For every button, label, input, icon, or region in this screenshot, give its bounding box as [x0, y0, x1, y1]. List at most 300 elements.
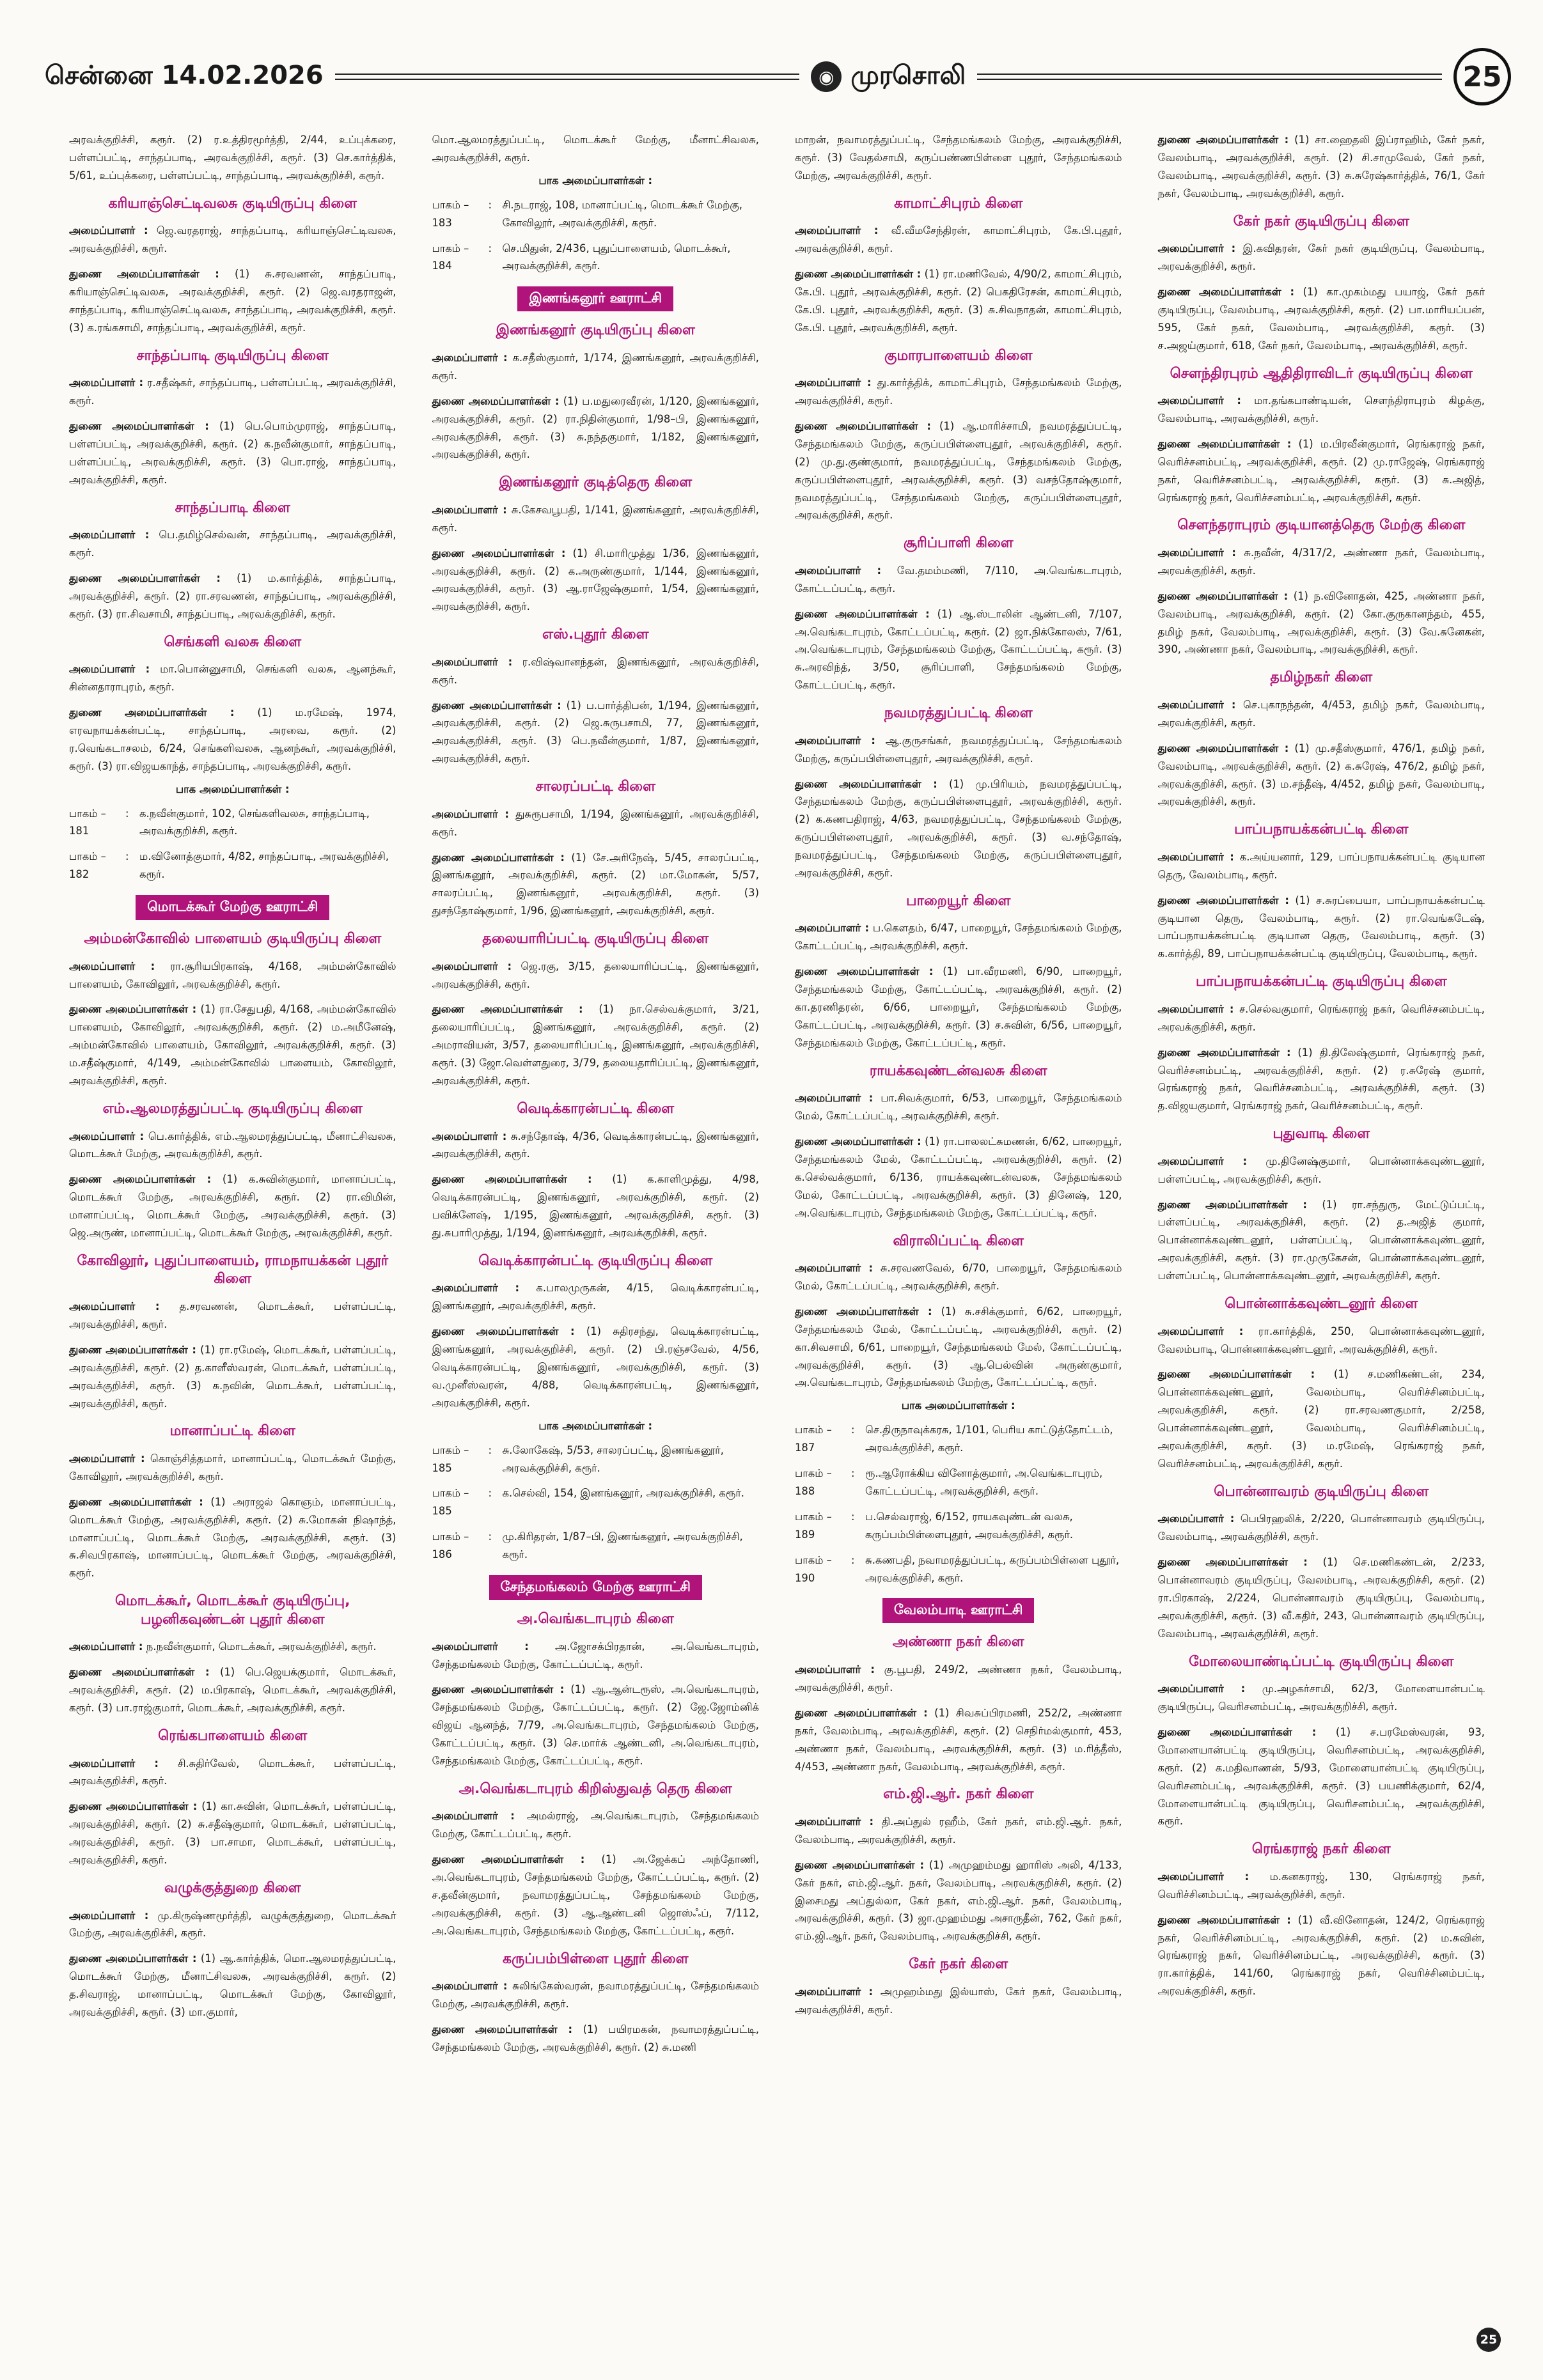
role-label: துணை அமைப்பாளர்கள் :: [432, 699, 561, 712]
booth-detail: க.செல்வி, 154, இணங்கனூர், அரவக்குறிச்சி, கரூர்.: [502, 1487, 744, 1500]
member-detail: (1) ஆ.ஆன்டரூஸ், அ.வெங்கடாபுரம், சேந்தமங்கலம் மேற்கு, கோட்டப்பட்டி, கரூர். (2) ஜே.ஜோம்னிக் விஜய் ஆனந்த், 7/79, அ.வெங்கடாபுரம், சேந்தமங்கலம் மேற்கு, கோட்டப்பட்டி, கரூர். (3) செ.மார்க் ஆண்டனி, அ.வெங்கடாபுரம், சேந்தமங்கலம் மேற்கு, கோட்டப்பட்டி, கரூர்.: [432, 1683, 759, 1767]
member-detail: பெபிரஹலிக், 2/220, பொன்னாவரம் குடியிருப்பு, வேலம்பாடி, அரவக்குறிச்சி, கரூர்.: [1157, 1513, 1485, 1543]
member-entry: [69, 704, 396, 775]
member-detail: (1) சு.சரவணன், சாந்தப்பாடி, கரியாஞ்செட்டிவலசு, அரவக்குறிச்சி, கரூர். (2) ஜெ.வரதராஜன், சாந்தப்பாடி, கரியாஞ்செட்டிவலசு, சாந்தப்பாடி, அரவக்குறிச்சி, கரூர். (3) க.ரங்கசாமி, சாந்தப்பாடி, அரவக்குறிச்சி, கரூர்.: [69, 268, 396, 334]
branch-heading: பாறையூர் கிளை: [906, 892, 1011, 909]
member-entry: [795, 1303, 1122, 1392]
member-entry: [432, 1000, 760, 1089]
booth-number: பாகம் – 182: [69, 850, 106, 881]
member-entry: [795, 1704, 1122, 1776]
member-entry: [795, 222, 1122, 258]
member-detail: (1) தி.திலேஷ்குமார், ரெங்கராஜ் நகர், வெரிச்சனம்பட்டி, அரவக்குறிச்சி, கரூர். (2) ர.சுரேஷ் குமார், ரெங்கராஜ் நகர், வெரிச்சனம்பட்டி, அரவக்குறிச்சி, கரூர். (3) த.விஜயகுமார், ரெங்கராஜ் நகர், வெரிச்சனம்பட்டி, கரூர்.: [1157, 1046, 1485, 1112]
member-entry: [432, 1977, 760, 2013]
member-detail: (1) நா.செல்வக்குமார், 3/21, தலையாரிப்பட்டி, இணங்கனூர், அரவக்குறிச்சி, கரூர். (2) அமராவியன், 3/57, தலையாரிப்பட்டி, இணங்கனூர், அரவக்குறிச்சி, கரூர். (3) ஜோ.வெள்ளதுரை, 3/79, தலையதாரிப்பட்டி, இணங்கனூர், அரவக்குறிச்சி, கரூர்.: [432, 1003, 759, 1087]
member-entry: [432, 349, 760, 385]
member-entry: [432, 1323, 760, 1412]
member-detail: (1) ம.ரமேஷ், 1974, எரவநாயக்கன்பட்டி, சாந்தப்பாடி, அரவை, கரூர். (2) ர.வெங்கடாசலம், 6/24, செங்களிவலசு, ஆனந்கூர், அரவக்குறிச்சி, கரூர். (3) ரா.விஜயகாந்த், சாந்தப்பாடி, அரவக்குறிச்சி, கரூர்.: [69, 706, 396, 772]
role-label: துணை அமைப்பாளர்கள் :: [432, 1173, 592, 1186]
member-detail: அமல்ராஜ், அ.வெங்கடாபுரம், சேந்தமங்கலம் மேற்கு, கோட்டப்பட்டி, கரூர்.: [432, 1810, 759, 1840]
booth-entry: [432, 196, 760, 232]
booth-separator: :: [851, 1510, 855, 1523]
role-label: துணை அமைப்பாளர்கள் :: [69, 1800, 198, 1813]
member-entry: [69, 1638, 396, 1656]
branch-heading: விராலிப்பட்டி கிளை: [893, 1233, 1024, 1249]
member-entry: [432, 697, 760, 768]
member-detail: மா.பொன்னுசாமி, செங்களி வலசு, ஆனந்கூர், சின்னதாராபுரம், கரூர்.: [69, 663, 396, 694]
role-label: துணை அமைப்பாளர்கள் :: [1157, 437, 1292, 450]
column-4: [1153, 131, 1491, 2317]
role-label: துணை அமைப்பாளர்கள் :: [432, 394, 560, 407]
branch-heading: மோலையாண்டிப்பட்டி குடியிருப்பு கிளை: [1189, 1653, 1454, 1670]
member-entry: [1158, 435, 1485, 507]
masthead: [45, 45, 1511, 109]
member-entry: [432, 131, 760, 167]
member-detail: க.பாலமுருகன், 4/15, வெடிக்காரன்பட்டி, இணங்கனூர், அரவக்குறிச்சி, கரூர்.: [432, 1282, 759, 1312]
branch-heading: பாப்பநாயக்கன்பட்டி கிளை: [1234, 821, 1409, 838]
role-label: அமைப்பாளர் :: [69, 960, 155, 972]
role-label: துணை அமைப்பாளர்கள் :: [69, 419, 209, 432]
member-detail: (1) பா.வீரமணி, 6/90, பாறையூர், சேந்தமங்கலம் மேற்கு, கோட்டப்பட்டி, அரவக்குறிச்சி, கரூர். (2) கா.தரணிதரன், 6/66, பாறையூர், சேந்தமங்கலம் மேற்கு, கோட்டப்பட்டி, அரவக்குறிச்சி, கரூர். (3) ச.சுவின், 6/56, பாறையூர், சேந்தமங்கலம் மேற்கு, கோட்டப்பட்டி, கரூர்.: [795, 965, 1122, 1049]
member-entry: [69, 417, 396, 489]
role-label: துணை அமைப்பாளர்கள் :: [1157, 1913, 1291, 1926]
member-entry: [432, 805, 760, 841]
member-detail: (1) க.சுவின்குமார், மானாப்பட்டி, மொடக்கூர் மேற்கு, அரவக்குறிச்சி, கரூர். (2) ரா.விமின், மானாப்பட்டி, மொடக்கூர் மேற்கு, அரவக்குறிச்சி, கரூர். (3) ஜெ.அருண், மானாப்பட்டி, மொடக்கூர் மேற்கு, அரவக்குறிச்சி, கரூர்.: [69, 1173, 396, 1239]
member-entry: [69, 1298, 396, 1334]
member-detail: சு.சந்தோஷ், 4/36, வெடிக்காரன்பட்டி, இணங்கனூர், அரவக்குறிச்சி, கரூர்.: [432, 1130, 759, 1160]
member-detail: ர.விஷ்வானந்தன், இணங்கனூர், அரவக்குறிச்சி, கரூர்.: [432, 655, 759, 686]
member-entry: [795, 1661, 1122, 1697]
member-entry: [1158, 240, 1485, 276]
booth-entry: [795, 1421, 1122, 1457]
branch-heading: அ.வெங்கடாபுரம் கிறிஸ்துவத் தெரு கிளை: [458, 1780, 732, 1797]
member-entry: [432, 393, 760, 464]
role-label: துணை அமைப்பாளர்கள் :: [795, 1305, 932, 1318]
role-label: அமைப்பாளர் :: [432, 1810, 515, 1823]
member-detail: ந.நவீன்குமார், மொடக்கூர், அரவக்குறிச்சி, கரூர்.: [146, 1640, 377, 1653]
member-entry: [69, 222, 396, 258]
booth-subheading: பாக அமைப்பாளர்கள் :: [175, 782, 290, 795]
role-label: அமைப்பாளர் :: [1157, 1155, 1248, 1167]
member-detail: (1) கா.சுவின், மொடக்கூர், பள்ளப்பட்டி, அரவக்குறிச்சி, கரூர். (2) சு.சதீஷ்குமார், மொடக்கூர், பள்ளப்பட்டி, அரவக்குறிச்சி, கரூர். (3) பா.சாமா, மொடக்கூர், பள்ளப்பட்டி, அரவக்குறிச்சி, கரூர்.: [69, 1800, 396, 1867]
branch-heading: ரெங்கபாளையம் கிளை: [158, 1727, 308, 1744]
booth-detail: சு.லோகேஷ், 5/53, சாலரப்பட்டி, இணங்கனூர், அரவக்குறிச்சி, கரூர்.: [502, 1443, 724, 1474]
panchayat-banner: மொடக்கூர் மேற்கு ஊராட்சி: [136, 895, 329, 920]
member-entry: [1158, 587, 1485, 659]
role-label: அமைப்பாளர் :: [795, 1985, 873, 1998]
booth-separator: :: [851, 1467, 855, 1480]
role-label: அமைப்பாளர் :: [69, 1452, 145, 1465]
branch-heading: கோவிலூர், புதுப்பாளையம், ராமநாயக்கன் புதூர் கிளை: [77, 1252, 389, 1287]
member-detail: ரா.கார்த்திக், 250, பொன்னாக்கவுண்டனூர், வேலம்பாடி, பொன்னாக்கவுண்டனூர், அரவக்குறிச்சி, கரூர்.: [1157, 1325, 1485, 1355]
branch-heading: சாலரப்பட்டி கிளை: [535, 779, 655, 795]
footer-page-number: 25: [1476, 2328, 1501, 2352]
branch-heading: வெடிக்காரன்பட்டி கிளை: [517, 1100, 675, 1117]
role-label: அமைப்பாளர் :: [432, 807, 509, 820]
member-entry: [432, 545, 760, 616]
member-entry: [432, 1279, 760, 1315]
masthead-rule-left: [335, 74, 800, 80]
role-label: துணை அமைப்பாளர்கள் :: [795, 1135, 921, 1148]
member-detail: (1) ப.மதுரைவீரன், 1/120, இணங்கனூர், அரவக்குறிச்சி, கரூர். (2) ரா.நிதின்குமார், 1/98–பி, இணங்கனூர், அரவக்குறிச்சி, கரூர். (3) சு.நந்தகுமார், 1/182, இணங்கனூர், அரவக்குறிச்சி, கரூர்.: [432, 394, 759, 461]
member-detail: த.சரவணன், மொடக்கூர், பள்ளப்பட்டி, அரவக்குறிச்சி, கரூர்.: [69, 1300, 396, 1330]
role-label: அமைப்பாளர் :: [69, 377, 144, 389]
member-entry: [1158, 283, 1485, 355]
member-detail: (1) சிவசுப்பிரமணி, 252/2, அண்ணா நகர், வேலம்பாடி, அரவக்குறிச்சி, கரூர். (2) செநிர்மல்குமார், 453, அண்ணா நகர், வேலம்பாடி, அரவக்குறிச்சி, கரூர். (3) ம.ரித்தீஸ், 4/453, அண்ணா நகர், வேலம்பாடி, அரவக்குறிச்சி, கரூர்.: [795, 1706, 1122, 1773]
member-detail: சுலிங்கேஸ்வரன், நவாமரத்துப்பட்டி, சேந்தமங்கலம் மேற்கு, அரவக்குறிச்சி, கரூர்.: [432, 1980, 759, 2011]
booth-separator: :: [851, 1424, 855, 1436]
member-detail: அமுஹம்மது இல்யாஸ், கேர் நகர், வேலம்பாடி, அரவக்குறிச்சி, கரூர்.: [795, 1985, 1122, 2016]
role-label: அமைப்பாளர் :: [795, 1816, 874, 1828]
booth-detail: ம.வினோத்குமார், 4/82, சாந்தப்பாடி, அரவக்குறிச்சி, கரூர்.: [139, 850, 389, 881]
role-label: அமைப்பாளர் :: [432, 1640, 529, 1653]
member-detail: இ.கவிதரன், கேர் நகர் குடியிருப்பு, வேலம்பாடி, அரவக்குறிச்சி, கரூர்.: [1157, 242, 1485, 273]
branch-heading: வெடிக்காரன்பட்டி குடியிருப்பு கிளை: [478, 1252, 713, 1269]
member-entry: [1158, 1553, 1485, 1642]
role-label: அமைப்பாளர் :: [1157, 547, 1236, 559]
panchayat-banner: சேந்தமங்கலம் மேற்கு ஊராட்சி: [489, 1575, 702, 1600]
booth-subheading: பாக அமைப்பாளர்கள் :: [538, 1419, 653, 1432]
member-entry: [1158, 544, 1485, 580]
branch-heading: அம்மன்கோவில் பாளையம் குடியிருப்பு கிளை: [84, 931, 382, 947]
booth-number: பாகம் – 185: [432, 1487, 469, 1518]
member-entry: [1158, 1000, 1485, 1036]
member-detail: வே.தமம்மணி, 7/110, அ.வெங்கடாபுரம், கோட்டப்பட்டி, கரூர்.: [795, 564, 1122, 595]
member-entry: [69, 1128, 396, 1163]
role-label: துணை அமைப்பாளர்கள் :: [795, 1706, 928, 1719]
branch-heading: புதுவாடி கிளை: [1273, 1126, 1370, 1142]
member-detail: (1) ஆ.ஸ்டாலின் ஆண்டனி, 7/107, அ.வெங்கடாபுரம், கோட்டப்பட்டி, கரூர். (2) ஜா.நிக்கோலஸ், 7/61, அ.வெங்கடாபுரம், சேந்தமங்கலம் மேற்கு, கோட்டப்பட்டி, கரூர். (3) சு.அரவிந்த், 3/50, சூரிப்பாளி, சேந்தமங்கலம் மேற்கு, கோட்டப்பட்டி, கரூர்.: [795, 607, 1122, 692]
booth-number: பாகம் – 184: [432, 242, 469, 272]
member-detail: மு.கிருஷ்ணமூர்த்தி, வழுக்குத்துறை, மொடக்கூர் மேற்கு, அரவக்குறிச்சி, கரூர்.: [69, 1909, 396, 1940]
branch-heading: நவமரத்துப்பட்டி கிளை: [884, 705, 1033, 722]
member-entry: [432, 1171, 760, 1242]
member-entry: [795, 374, 1122, 410]
member-detail: மு.தினேஷ்குமார், பொன்னாக்கவுண்டனூர், பள்ளப்பட்டி, அரவக்குறிச்சி, கரூர்.: [1157, 1155, 1485, 1185]
booth-separator: :: [851, 1553, 855, 1566]
member-entry: [69, 374, 396, 410]
masthead-rule-right: [977, 74, 1442, 80]
panchayat-banner: இணங்கனூர் ஊராட்சி: [517, 286, 673, 311]
booth-detail: க.நவீன்குமார், 102, செங்களிவலசு, சாந்தப்பாடி, அரவக்குறிச்சி, கரூர்.: [139, 807, 370, 837]
role-label: துணை அமைப்பாளர்கள் :: [432, 547, 566, 559]
member-detail: (1) ரா.ரமேஷ், மொடக்கூர், பள்ளப்பட்டி, அரவக்குறிச்சி, கரூர். (2) த.காளீஸ்வரன், மொடக்கூர், பள்ளப்பட்டி, அரவக்குறிச்சி, கரூர். (3) சு.நவின், மொடக்கூர், பள்ளப்பட்டி, அரவக்குறிச்சி, கரூர்.: [69, 1343, 396, 1410]
panchayat-banner: வேலம்பாடி ஊராட்சி: [882, 1598, 1034, 1623]
role-label: துணை அமைப்பாளர்கள் :: [1157, 1368, 1315, 1381]
member-entry: [795, 919, 1122, 955]
member-detail: (1) அமுஹம்மது ஹாரிஸ் அலி, 4/133, கேர் நகர், எம்.ஜி.ஆர். நகர், வேலம்பாடி, அரவக்குறிச்சி, கரூர். (2) இசைமது அப்துல்லா, கேர் நகர், எம்.ஜி.ஆர். நகர், வேலம்பாடி, அரவக்குறிச்சி, கரூர். (3) ஜா.முஹம்மது அசாருதீன், 762, கேர் நகர், எம்.ஜி.ஆர். நகர், வேலம்பாடி, அரவக்குறிச்சி, கரூர்.: [795, 1858, 1122, 1943]
role-label: அமைப்பாளர் :: [1157, 1870, 1249, 1883]
booth-detail: ப.செல்வராஜ், 6/152, ராயகவுண்டன் வலசு, கருப்பம்பிள்ளைபுதூர், அரவக்குறிச்சி, கரூர்.: [865, 1510, 1074, 1541]
role-label: அமைப்பாளர் :: [69, 529, 150, 541]
role-label: அமைப்பாளர் :: [1157, 1325, 1244, 1337]
member-detail: மு.அழகர்சாமி, 62/3, மோளையான்பட்டி குடியிருப்பு, வெரிசனம்பட்டி, அரவக்குறிச்சி, கரூர்.: [1157, 1683, 1485, 1713]
branch-heading: அ.வெங்கடாபுரம் கிளை: [517, 1611, 674, 1628]
booth-entry: [432, 1528, 760, 1564]
member-entry: [1158, 1510, 1485, 1546]
branch-heading: செங்களி வலசு கிளை: [164, 634, 302, 650]
role-label: அமைப்பாளர் :: [69, 1130, 145, 1142]
member-detail: (1) ப.பார்த்திபன், 1/194, இணங்கனூர், அரவக்குறிச்சி, கரூர். (2) ஜெ.சுருபசாமி, 77, இணங்கனூர், அரவக்குறிச்சி, கரூர். (3) பெ.நவீன்குமார், 1/87, இணங்கனூர், அரவக்குறிச்சி, கரூர்.: [432, 699, 759, 765]
booth-entry: [795, 1465, 1122, 1500]
booth-separator: :: [125, 850, 129, 863]
role-label: அமைப்பாளர் :: [69, 224, 148, 237]
member-detail: (1) மு.சதீஸ்குமார், 476/1, தமிழ் நகர், வேலம்பாடி, அரவக்குறிச்சி, கரூர். (2) க.சுரேஷ், 476/2, தமிழ் நகர், அரவக்குறிச்சி, கரூர். (3) ம.சந்தீஷ், 4/452, தமிழ் நகர், வேலம்பாடி, அரவக்குறிச்சி, கரூர்.: [1157, 742, 1485, 808]
branch-heading: காமாட்சிபுரம் கிளை: [894, 195, 1023, 212]
role-label: துணை அமைப்பாளர்கள் :: [1157, 285, 1295, 298]
booth-detail: செ.திருநாவுக்கரசு, 1/101, பெரிய காட்டுத்தோட்டம், அரவக்குறிச்சி, கரூர்.: [865, 1424, 1113, 1454]
member-entry: [795, 1133, 1122, 1222]
role-label: துணை அமைப்பாளர்கள் :: [432, 1683, 565, 1696]
role-label: அமைப்பாளர் :: [1157, 850, 1234, 863]
member-entry: [432, 1851, 760, 1940]
member-entry: [69, 526, 396, 562]
member-entry: [69, 1493, 396, 1582]
role-label: துணை அமைப்பாளர்கள் :: [69, 1343, 196, 1356]
member-detail: சு.கேசவபூபதி, 1/141, இணங்கனூர், அரவக்குறிச்சி, கரூர்.: [432, 503, 759, 534]
member-entry: [1158, 848, 1485, 884]
role-label: அமைப்பாளர் :: [795, 1262, 873, 1275]
member-entry: [1158, 892, 1485, 963]
role-label: அமைப்பாளர் :: [69, 1300, 160, 1313]
paper-brand: [811, 61, 966, 93]
member-detail: ரா.சூரியபிரகாஷ், 4/168, அம்மன்கோவில் பாளையம், கோவிலூர், அரவக்குறிச்சி, கரூர்.: [69, 960, 396, 990]
paper-name: முரசொலி: [850, 60, 966, 90]
column-3: [790, 131, 1127, 2317]
member-entry: [1158, 1365, 1485, 1472]
booth-number: பாகம் – 183: [432, 198, 469, 229]
role-label: அமைப்பாளர் :: [432, 503, 507, 516]
member-entry: [432, 1638, 760, 1674]
role-label: துணை அமைப்பாளர்கள் :: [432, 1853, 585, 1866]
member-entry: [432, 501, 760, 537]
member-entry: [69, 1341, 396, 1413]
booth-detail: ரூ.ஆரோக்கிய வினோத்குமார், அ.வெங்கடாபுரம், கோட்டப்பட்டி, அரவக்குறிச்சி, கரூர்.: [865, 1467, 1103, 1498]
member-detail: (1) கா.முகம்மது பயாஜ், கேர் நகர் குடியிருப்பு, வேலம்பாடி, அரவக்குறிச்சி, கரூர். (2) பா.மாரியப்பன், 595, கேர் நகர், வேலம்பாடி, அரவக்குறிச்சி, கரூர். (3) ச.அஜய்குமார், 618, கேர் நகர், வேலம்பாடி, அரவக்குறிச்சி, கரூர்.: [1157, 285, 1485, 352]
member-entry: [69, 1000, 396, 1089]
role-label: துணை அமைப்பாளர்கள் :: [69, 268, 219, 281]
booth-detail: சு.கணபதி, நவாமரத்துப்பட்டி, கருப்பம்பிள்ளை புதூர், அரவக்குறிச்சி, கரூர்.: [865, 1553, 1120, 1584]
booth-entry: [69, 848, 396, 883]
member-detail: (1) ரா.பாலலட்சுமணன், 6/62, பாறையூர், சேந்தமங்கலம் மேல், கோட்டப்பட்டி, அரவக்குறிச்சி, கரூர். (2) க.செல்வக்குமார், 6/136, ராயக்கவுண்டன்வலசு, சேந்தமங்கலம் மேல், கோட்டப்பட்டி, அரவக்குறிச்சி, கரூர். (3) தினேஷ், 120, அ.வெங்கடாபுரம், சேந்தமங்கலம் மேற்கு, கோட்டப்பட்டி, கரூர்.: [795, 1135, 1122, 1219]
role-label: அமைப்பாளர் :: [432, 960, 512, 972]
role-label: துணை அமைப்பாளர்கள் :: [432, 1325, 575, 1338]
booth-entry: [432, 1484, 760, 1520]
role-label: துணை அமைப்பாளர்கள் :: [69, 706, 235, 719]
branch-heading: தமிழ்நகர் கிளை: [1270, 669, 1373, 686]
member-detail: பெ.தமிழ்செல்வன், சாந்தப்பாடி, அரவக்குறிச்சி, கரூர்.: [69, 529, 396, 559]
branch-heading: கரியாஞ்செட்டிவலசு குடியிருப்பு கிளை: [108, 195, 357, 212]
member-detail: து.கார்த்திக், காமாட்சிபுரம், சேந்தமங்கலம் மேற்கு, அரவக்குறிச்சி, கரூர்.: [795, 377, 1122, 407]
member-detail: மாறன், நவாமரத்துப்பட்டி, சேந்தமங்கலம் மேற்கு, அரவக்குறிச்சி, கரூர். (3) வேதல்சாமி, கருப்பண்ணபிள்ளை புதூர், சேந்தமங்கலம் மேற்கு, அரவக்குறிச்சி, கரூர்.: [795, 134, 1122, 182]
role-label: துணை அமைப்பாளர்கள் :: [795, 607, 930, 620]
booth-entry: [69, 805, 396, 841]
member-entry: [795, 1983, 1122, 2019]
member-detail: ர.சதீஷ்கர், சாந்தப்பாடி, பள்ளப்பட்டி, அரவக்குறிச்சி, கரூர்.: [69, 377, 396, 407]
member-entry: [795, 963, 1122, 1052]
member-entry: [795, 417, 1122, 524]
member-detail: (1) ம.கார்த்திக், சாந்தப்பாடி, அரவக்குறிச்சி, கரூர். (2) ரா.சரவணன், சாந்தப்பாடி, அரவக்குறிச்சி, கரூர். (3) ரா.சிவசாமி, சாந்தப்பாடி, அரவக்குறிச்சி, கரூர்.: [69, 572, 396, 620]
member-detail: (1) ச.மணிகண்டன், 234, பொன்னாக்கவுண்டனூர், வேலம்பாடி, வெரிச்சினம்பட்டி, அரவக்குறிச்சி, கரூர். (2) ரா.சரவணகுமார், 2/258, பொன்னாக்கவுண்டனூர், வேலம்பாடி, வெரிச்சினம்பட்டி, அரவக்குறிச்சி, கரூர். (3) ம.ரமேஷ், ரெங்கராஜ் நகர், வெரிச்சனம்பட்டி, அரவக்குறிச்சி, கரூர்.: [1157, 1368, 1485, 1470]
role-label: அமைப்பாளர் :: [1157, 242, 1236, 255]
role-label: அமைப்பாளர் :: [795, 564, 882, 577]
member-detail: அ.ஜோசக்பிரதான், அ.வெங்கடாபுரம், சேந்தமங்கலம் மேற்கு, கோட்டப்பட்டி, கரூர்.: [432, 1640, 759, 1670]
branch-heading: கருப்பம்பிள்ளை புதூர் கிளை: [502, 1950, 689, 1967]
member-detail: (1) மு.பிரியம், நவமரத்துப்பட்டி, சேந்தமங்கலம் மேற்கு, கருப்பபிள்ளைபுதூர், அரவக்குறிச்சி, கரூர். (2) க.கணபதிராஜ், 4/63, நவமரத்துப்பட்டி, சேந்தமங்கலம் மேற்கு, கருப்பபிள்ளைபுதூர், அரவக்குறிச்சி, கரூர். (3) வ.சந்தோஷ், நவமரத்துப்பட்டி, சேந்தமங்கலம் மேற்கு, கருப்பபிள்ளைபுதூர், அரவக்குறிச்சி, கரூர்.: [795, 777, 1122, 879]
role-label: துணை அமைப்பாளர்கள் :: [1157, 1556, 1308, 1569]
role-label: துணை அமைப்பாளர்கள் :: [1157, 1725, 1317, 1738]
role-label: துணை அமைப்பாளர்கள் :: [1157, 589, 1288, 602]
member-detail: செ.புகாநந்தன், 4/453, தமிழ் நகர், வேலம்பாடி, அரவக்குறிச்சி, கரூர்.: [1157, 698, 1485, 729]
branch-heading: எம்.ஆலமரத்துப்பட்டி குடியிருப்பு கிளை: [102, 1100, 363, 1117]
role-label: அமைப்பாளர் :: [69, 663, 150, 676]
booth-entry: [795, 1508, 1122, 1544]
member-detail: பா.சிவக்குமார், 6/53, பாறையூர், சேந்தமங்கலம் மேல், கோட்டப்பட்டி, அரவக்குறிச்சி, கரூர்.: [795, 1092, 1122, 1123]
member-entry: [432, 2021, 760, 2057]
member-detail: (1) சா.ஹைதலி இப்ராஹிம், கேர் நகர், வேலம்பாடி, அரவக்குறிச்சி, கரூர். (2) சி.சாமுவேல், கேர் நகர், வேலம்பாடி, அரவக்குறிச்சி, கரூர். (3) சு.சுரேஷ்கார்த்திக், 76/1, கேர் நகர், வேலம்பாடி, அரவக்குறிச்சி, கரூர்.: [1157, 134, 1485, 199]
member-detail: தி.அப்துல் ரஹீம், கேர் நகர், எம்.ஜி.ஆர். நகர், வேலம்பாடி, அரவக்குறிச்சி, கரூர்.: [795, 1816, 1122, 1846]
member-entry: [1158, 1044, 1485, 1116]
member-entry: [69, 1950, 396, 2021]
branch-heading: சௌந்திரபுரம் ஆதிதிராவிடர் குடியிருப்பு கிளை: [1170, 365, 1473, 382]
branch-heading: ராயக்கவுண்டன்வலசு கிளை: [869, 1062, 1047, 1079]
branch-heading: சூரிப்பாளி கிளை: [903, 535, 1014, 552]
member-detail: கு.பூபதி, 249/2, அண்ணா நகர், வேலம்பாடி, அரவக்குறிச்சி, கரூர்.: [795, 1663, 1122, 1693]
booth-detail: செ.மிதுன், 2/436, புதுப்பாளையம், மொடக்கூர், அரவக்குறிச்சி, கரூர்.: [502, 242, 731, 272]
branch-heading: அண்ணா நகர் கிளை: [892, 1634, 1024, 1651]
member-detail: (1) ந.வினோதன், 425, அண்ணா நகர், வேலம்பாடி, அரவக்குறிச்சி, கரூர். (2) கோ.குருகானந்தம், 455, தமிழ் நகர், வேலம்பாடி, அரவக்குறிச்சி, கரூர். (3) வே.சுனேகன், 390, அண்ணா நகர், வேலம்பாடி, அரவக்குறிச்சி, கரூர்.: [1157, 589, 1485, 656]
role-label: துணை அமைப்பாளர்கள் :: [69, 1003, 197, 1016]
role-label: துணை அமைப்பாளர்கள் :: [69, 1173, 212, 1186]
member-entry: [69, 958, 396, 993]
role-label: துணை அமைப்பாளர்கள் :: [795, 1858, 925, 1871]
role-label: துணை அமைப்பாளர்கள் :: [69, 572, 221, 584]
role-label: துணை அமைப்பாளர்கள் :: [795, 965, 934, 978]
branch-heading: மானாப்பட்டி கிளை: [169, 1423, 295, 1440]
member-entry: [69, 1450, 396, 1486]
branch-heading: குமாரபாளையம் கிளை: [884, 347, 1033, 364]
member-detail: வீ.வீமசேந்திரன், காமாட்சிபுரம், கே.பி.புதூர், அரவக்குறிச்சி, கரூர்.: [795, 224, 1122, 255]
column-2: [427, 131, 765, 2317]
booth-separator: :: [125, 807, 129, 820]
booth-entry: [795, 1552, 1122, 1587]
member-entry: [1158, 1196, 1485, 1285]
member-entry: [432, 958, 760, 993]
member-detail: (1) சே.அரிநேஷ், 5/45, சாலரப்பட்டி, இணங்கனூர், அரவக்குறிச்சி, கரூர். (2) மா.மோகன், 5/57, சாலரப்பட்டி, இணங்கனூர், அரவக்குறிச்சி, கரூர். (3) துசந்தோஷ்குமார், 1/96, இணங்கனூர், அரவக்குறிச்சி, கரூர்.: [432, 851, 759, 917]
member-detail: ஜெ.ரகு, 3/15, தலையாரிப்பட்டி, இணங்கனூர், அரவக்குறிச்சி, கரூர்.: [432, 960, 759, 990]
member-detail: க.சதீஸ்குமார், 1/174, இணங்கனூர், அரவக்குறிச்சி, கரூர்.: [432, 351, 759, 382]
role-label: அமைப்பாளர் :: [1157, 394, 1241, 407]
article-columns: [64, 131, 1490, 2317]
branch-heading: சௌந்தராபுரம் குடியானத்தெரு மேற்கு கிளை: [1177, 517, 1466, 534]
member-entry: [1158, 740, 1485, 811]
member-entry: [1158, 1323, 1485, 1358]
booth-separator: :: [488, 1530, 492, 1543]
branch-heading: மொடக்கூர், மொடக்கூர் குடியிருப்பு, பழனிகவுண்டன் புதூர் கிளை: [114, 1593, 350, 1628]
member-detail: (1) அராஜல் கொஞம், மானாப்பட்டி, மொடக்கூர் மேற்கு, அரவக்குறிச்சி, கரூர். (2) சு.மோகன் நிஷாந்த், மானாப்பட்டி, மொடக்கூர் மேற்கு, அரவக்குறிச்சி, கரூர். (3) சு.சிவபிரகாஷ், மானாப்பட்டி, மொடக்கூர் மேற்கு, அரவக்குறிச்சி, கரூர்.: [69, 1495, 396, 1580]
date-line: சென்னை 14.02.2026: [45, 60, 324, 90]
role-label: துணை அமைப்பாளர்கள் :: [432, 2023, 573, 2036]
role-label: அமைப்பாளர் :: [795, 1663, 875, 1676]
member-detail: கொஞ்சித்தமார், மானாப்பட்டி, மொடக்கூர் மேற்கு, கோவிலூர், அரவக்குறிச்சி, கரூர்.: [69, 1452, 396, 1482]
member-detail: (1) பயிரமகன், நவாமரத்துப்பட்டி, சேந்தமங்கலம் மேற்கு, அரவக்குறிச்சி, கரூர். (2) சு.மணி: [432, 2023, 759, 2053]
member-detail: பெ.கார்த்திக், எம்.ஆலமரத்துப்பட்டி, மீனாட்சிவலசு, மொடக்கூர் மேற்கு, அரவக்குறிச்சி, கரூர்.: [69, 1130, 396, 1160]
member-detail: (1) ஆ.கார்த்திக், மொ.ஆலமரத்துப்பட்டி, மொடக்கூர் மேற்கு, மீனாட்சிவலசு, அரவக்குறிச்சி, கரூர். (2) த.சிவராஜ், மானாப்பட்டி, மொடக்கூர் மேற்கு, கோவிலூர், அரவக்குறிச்சி, கரூர். (3) மா.குமார்,: [69, 1952, 396, 2018]
member-entry: [432, 653, 760, 689]
member-detail: (1) செ.மணிகண்டன், 2/233, பொன்னாவரம் குடியிருப்பு, வேலம்பாடி, அரவக்குறிச்சி, கரூர். (2) ரா.பிரகாஷ், 2/224, பொன்னாவரம் குடியிருப்பு, வேலம்பாடி, அரவக்குறிச்சி, கரூர். (3) வீ.கதிர், 243, பொன்னாவரம் குடியிருப்பு, வேலம்பாடி, அரவக்குறிச்சி, கரூர்.: [1157, 1556, 1485, 1640]
member-entry: [69, 1755, 396, 1791]
branch-heading: தலையாரிப்பட்டி குடியிருப்பு கிளை: [482, 931, 709, 947]
member-entry: [69, 570, 396, 623]
role-label: துணை அமைப்பாளர்கள் :: [795, 419, 931, 432]
booth-number: பாகம் – 186: [432, 1530, 469, 1561]
member-entry: [795, 1259, 1122, 1295]
booth-subheading: பாக அமைப்பாளர்கள் :: [901, 1399, 1015, 1412]
member-entry: [1158, 1911, 1485, 2000]
branch-heading: எம்.ஜி.ஆர். நகர் கிளை: [883, 1786, 1034, 1803]
member-entry: [795, 775, 1122, 882]
booth-detail: மு.கிரிதரன், 1/87–பி, இணங்கனூர், அரவக்குறிச்சி, கரூர்.: [502, 1530, 743, 1561]
role-label: அமைப்பாளர் :: [795, 224, 879, 237]
member-detail: க.அய்யனார், 129, பாப்பநாயக்கன்பட்டி குடியான தெரு, வேலம்பாடி, கரூர்.: [1157, 850, 1485, 881]
member-entry: [69, 1798, 396, 1869]
role-label: அமைப்பாளர் :: [1157, 1002, 1234, 1015]
role-label: அமைப்பாளர் :: [795, 377, 872, 389]
role-label: துணை அமைப்பாளர்கள் :: [432, 1003, 583, 1016]
member-detail: (1) ரா.சேதுபதி, 4/168, அம்மன்கோவில் பாளையம், கோவிலூர், அரவக்குறிச்சி, கரூர். (2) ம.அமீனேஷ், அம்மன்கோவில் பாளையம், கோவிலூர், அரவக்குறிச்சி, கரூர். (3) ம.சதீஷ்குமார், 4/149, அம்மன்கோவில் பாளையம், கோவிலூர், அரவக்குறிச்சி, கரூர்.: [69, 1003, 396, 1087]
member-entry: [795, 1856, 1122, 1945]
role-label: துணை அமைப்பாளர்கள் :: [1157, 1046, 1291, 1059]
role-label: துணை அமைப்பாளர்கள் :: [69, 1666, 210, 1679]
branch-heading: பொன்னாவரம் குடியிருப்பு கிளை: [1214, 1483, 1429, 1500]
member-entry: [795, 1089, 1122, 1125]
member-entry: [1158, 1868, 1485, 1904]
booth-entry: [432, 1442, 760, 1477]
member-detail: (1) பெ.ஜெயக்குமார், மொடக்கூர், அரவக்குறிச்சி, கரூர். (2) ம.பிரகாஷ், மொடக்கூர், அரவக்குறிச்சி, கரூர். (3) பா.ராஜ்குமார், மொடக்கூர், அரவக்குறிச்சி, கரூர்.: [69, 1666, 396, 1715]
role-label: துணை அமைப்பாளர்கள் :: [1157, 894, 1289, 906]
role-label: அமைப்பாளர் :: [432, 1980, 508, 1993]
member-entry: [795, 131, 1122, 185]
member-detail: சி.சுதிர்வேல், மொடக்கூர், பள்ளப்பட்டி, அரவக்குறிச்சி, கரூர்.: [69, 1757, 396, 1787]
role-label: அமைப்பாளர் :: [1157, 698, 1236, 711]
member-entry: [1158, 1680, 1485, 1716]
member-entry: [69, 660, 396, 696]
role-label: துணை அமைப்பாளர்கள் :: [69, 1952, 197, 1965]
role-label: துணை அமைப்பாளர்கள் :: [795, 268, 921, 281]
role-label: அமைப்பாளர் :: [69, 1757, 159, 1769]
branch-heading: பொன்னாக்கவுண்டனூர் கிளை: [1225, 1296, 1418, 1312]
member-entry: [795, 605, 1122, 694]
member-entry: [432, 1128, 760, 1163]
member-detail: (1) ம.பிரவீன்குமார், ரெங்கராஜ் நகர், வெரிச்சனம்பட்டி, அரவக்குறிச்சி, கரூர். (2) மு.ராஜேஷ், ரெங்கராஜ் நகர், வெரிச்சனம்பட்டி, அரவக்குறிச்சி, கரூர். (3) சு.அஜித், ரெங்கராஜ் நகர், வெரிச்சனம்பட்டி, அரவக்குறிச்சி, கரூர்.: [1157, 437, 1485, 504]
branch-heading: சாந்தப்பாடி குடியிருப்பு கிளை: [136, 347, 329, 364]
member-detail: மொ.ஆலமரத்துப்பட்டி, மொடக்கூர் மேற்கு, மீனாட்சிவலசு, அரவக்குறிச்சி, கரூர்.: [432, 134, 759, 164]
branch-heading: எஸ்.புதூர் கிளை: [542, 626, 649, 643]
role-label: அமைப்பாளர் :: [69, 1640, 143, 1653]
member-detail: (1) வீ.வினோதன், 124/2, ரெங்கராஜ் நகர், வெரிச்சினம்பட்டி, அரவக்குறிச்சி, கரூர். (2) ம.சுவின், ரெங்கராஜ் நகர், வெரிச்சினம்பட்டி, அரவக்குறிச்சி, கரூர். (3) ரா.கார்த்திக், 141/60, ரெங்கராஜ் நகர், வெரிச்சினம்பட்டி, அரவக்குறிச்சி, கரூர்.: [1157, 1913, 1485, 1998]
booth-number: பாகம் – 185: [432, 1443, 469, 1474]
role-label: அமைப்பாளர் :: [432, 351, 508, 364]
member-entry: [795, 562, 1122, 598]
member-entry: [1158, 696, 1485, 732]
member-detail: ப.கௌதம், 6/47, பாறையூர், சேந்தமங்கலம் மேற்கு, கோட்டப்பட்டி, அரவக்குறிச்சி, கரூர்.: [795, 922, 1122, 953]
member-entry: [795, 1813, 1122, 1849]
role-label: அமைப்பாளர் :: [432, 1130, 507, 1142]
booth-separator: :: [488, 1487, 492, 1500]
member-entry: [69, 131, 396, 185]
branch-heading: சாந்தப்பாடி கிளை: [175, 499, 290, 516]
role-label: அமைப்பாளர் :: [1157, 1513, 1235, 1525]
branch-heading: பாப்பநாயக்கன்பட்டி குடியிருப்பு கிளை: [1195, 974, 1447, 990]
